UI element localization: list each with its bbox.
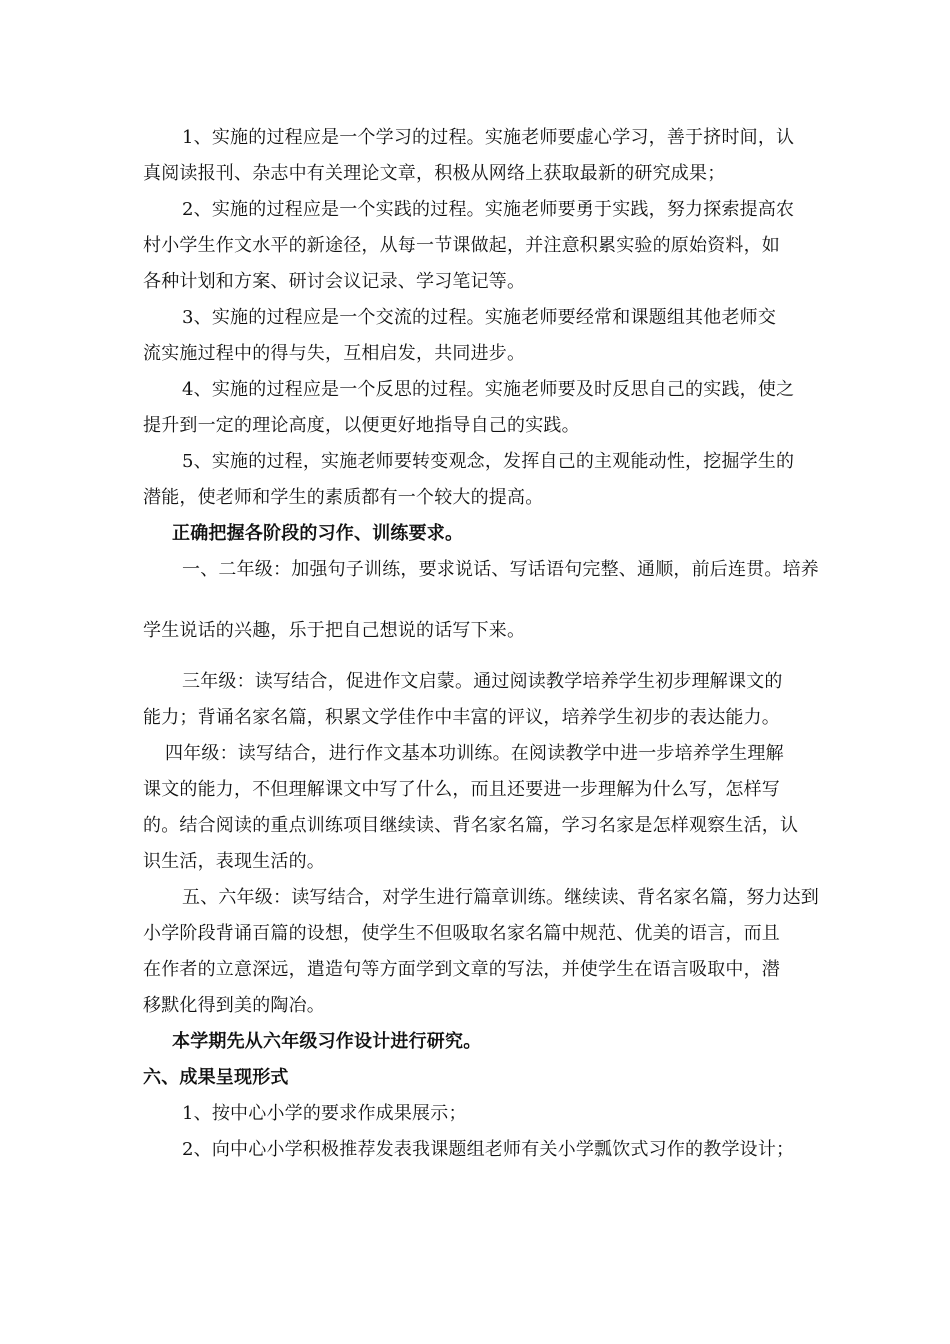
grade12-line1: 一、二年级：加强句子训练，要求说话、写话语句完整、通顺，前后连贯。培养: [182, 559, 819, 580]
grade3-line1: 三年级：读写结合，促进作文启蒙。通过阅读教学培养学生初步理解课文的: [182, 671, 783, 692]
stage-requirements-heading: 正确把握各阶段的习作、训练要求。: [172, 523, 464, 544]
p4-line2: 提升到一定的理论高度，以便更好地指导自己的实践。: [143, 415, 580, 436]
result-item-2: 2、向中心小学积极推荐发表我课题组老师有关小学瓢饮式习作的教学设计；: [182, 1139, 795, 1160]
p3-line2: 流实施过程中的得与失，互相启发，共同进步。: [143, 343, 526, 364]
p1-line2: 真阅读报刊、杂志中有关理论文章，积极从网络上获取最新的研究成果；: [143, 163, 726, 184]
p5-line2: 潜能，使老师和学生的素质都有一个较大的提高。: [143, 487, 544, 508]
grade4-line1: 四年级：读写结合，进行作文基本功训练。在阅读教学中进一步培养学生理解: [165, 743, 784, 764]
grade4-line3: 的。结合阅读的重点训练项目继续读、背名家名篇，学习名家是怎样观察生活，认: [143, 815, 799, 836]
p2-line2: 村小学生作文水平的新途径，从每一节课做起，并注意积累实验的原始资料，如: [143, 235, 780, 256]
p4-line1: 4、实施的过程应是一个反思的过程。实施老师要及时反思自己的实践，使之: [182, 379, 795, 400]
grade4-line2: 课文的能力，不但理解课文中写了什么，而且还要进一步理解为什么写，怎样写: [143, 779, 780, 800]
section6-heading: 六、成果呈现形式: [143, 1067, 289, 1088]
grade56-line3: 在作者的立意深远，遣造句等方面学到文章的写法，并使学生在语言吸取中，潜: [143, 959, 780, 980]
grade56-line4: 移默化得到美的陶冶。: [143, 995, 325, 1016]
grade3-line2: 能力；背诵名家名篇，积累文学佳作中丰富的评议，培养学生初步的表达能力。: [143, 707, 780, 728]
p2-line1: 2、实施的过程应是一个实践的过程。实施老师要勇于实践，努力探索提高农: [182, 199, 795, 220]
p5-line1: 5、实施的过程，实施老师要转变观念，发挥自己的主观能动性，挖掘学生的: [182, 451, 795, 472]
semester-note: 本学期先从六年级习作设计进行研究。: [172, 1031, 482, 1052]
grade12-line2: 学生说话的兴趣，乐于把自己想说的话写下来。: [143, 620, 526, 641]
p2-line3: 各种计划和方案、研讨会议记录、学习笔记等。: [143, 271, 526, 292]
result-item-1: 1、按中心小学的要求作成果展示；: [182, 1103, 467, 1124]
p3-line1: 3、实施的过程应是一个交流的过程。实施老师要经常和课题组其他老师交: [182, 307, 777, 328]
p1-line1: 1、实施的过程应是一个学习的过程。实施老师要虚心学习，善于挤时间，认: [182, 127, 795, 148]
grade56-line2: 小学阶段背诵百篇的设想，使学生不但吸取名家名篇中规范、优美的语言，而且: [143, 923, 780, 944]
grade4-line4: 识生活，表现生活的。: [143, 851, 325, 872]
grade56-line1: 五、六年级：读写结合，对学生进行篇章训练。继续读、背名家名篇，努力达到: [182, 887, 819, 908]
